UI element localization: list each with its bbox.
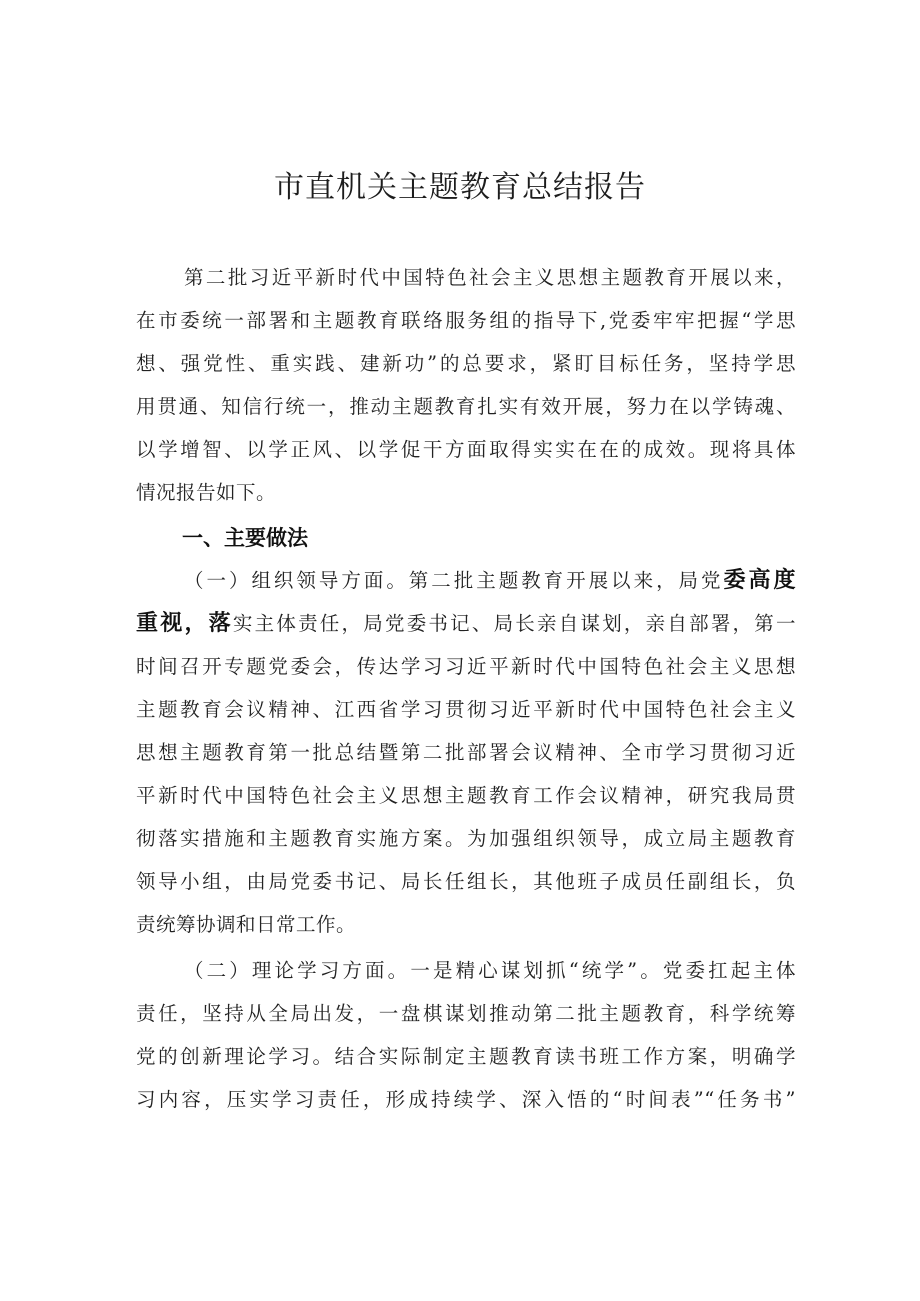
para1-line: 主题教育会议精神、江西省学习贯彻习近平新时代中国特色社会主义 [136, 698, 796, 721]
para2-line: 责任，坚持从全局出发，一盘棋谋划推动第二批主题教育，科学统筹 [136, 1002, 796, 1025]
intro-line: 情况报告如下。 [136, 481, 277, 504]
para1-line: 责统筹协调和日常工作。 [136, 913, 357, 936]
para2-line: 习内容，压实学习责任，形成持续学、深入悟的“时间表”“任务书” [136, 1088, 796, 1111]
para1-line: 平新时代中国特色社会主义思想主题教育工作会议精神，研究我局贯 [136, 784, 796, 807]
para1-line-1-bold: 委高度 [723, 568, 796, 593]
intro-line: 用贯通、知信行统一，推动主题教育扎实有效开展，努力在以学铸魂、 [136, 395, 796, 418]
para2-line: （二）理论学习方面。一是精心谋划抓“统学”。党委扛起主体 [184, 959, 796, 982]
para1-line-2 [136, 606, 796, 642]
intro-line: 以学增智、以学正风、以学促干方面取得实实在在的成效。现将具体 [136, 438, 796, 461]
para2-line: 党的创新理论学习。结合实际制定主题教育读书班工作方案，明确学 [136, 1045, 796, 1068]
intro-line: 想、强党性、重实践、建新功”的总要求，紧盯目标任务，坚持学思 [136, 352, 796, 375]
para1-line: 时间召开专题党委会，传达学习习近平新时代中国特色社会主义思想 [136, 655, 796, 678]
para1-line: 领导小组，由局党委书记、局长任组长，其他班子成员任副组长，负 [136, 870, 796, 893]
para1-line-2-text: 实主体责任，局党委书记、局长亲自谋划，亲自部署，第一 [232, 612, 796, 635]
para1-line-1 [184, 563, 796, 599]
para1-line-2-bold: 重视，落 [136, 611, 233, 636]
section-heading: 一、主要做法 [182, 526, 308, 550]
intro-line: 第二批习近平新时代中国特色社会主义思想主题教育开展以来， [184, 266, 796, 289]
para1-line: 彻落实措施和主题教育实施方案。为加强组织领导，成立局主题教育 [136, 827, 796, 850]
para1-line-1-text: （一）组织领导方面。第二批主题教育开展以来，局党 [184, 569, 724, 592]
para1-line: 思想主题教育第一批总结暨第二批部署会议精神、全市学习贯彻习近 [136, 741, 796, 764]
document-title: 市直机关主题教育总结报告 [274, 170, 646, 205]
intro-line: 在市委统一部署和主题教育联络服务组的指导下,党委牢牢把握“学思 [136, 309, 796, 332]
